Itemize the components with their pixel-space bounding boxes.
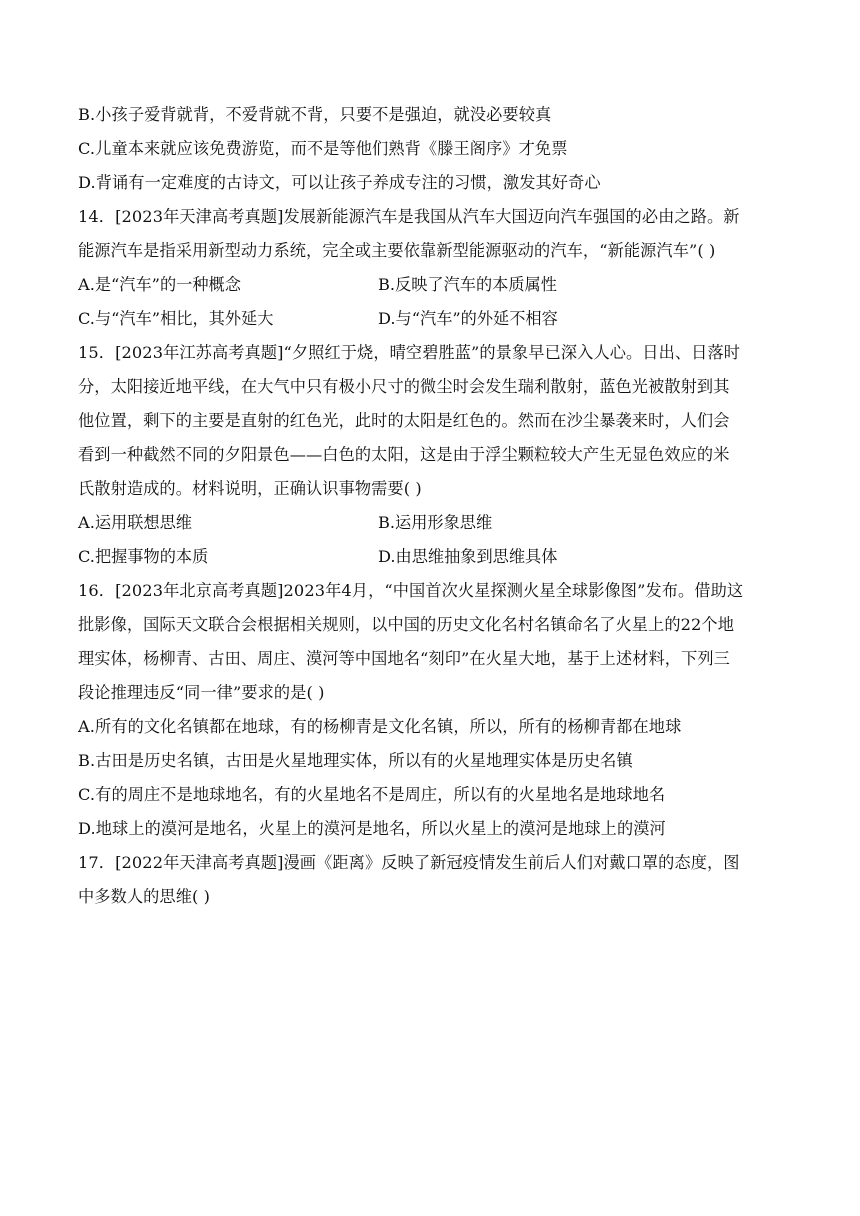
question-17: [78, 846, 784, 914]
q15-option-c: C.把握事物的本质: [78, 547, 209, 566]
q16-stem-line-1: 16．[2023年北京高考真题]2023年4月，“中国首次火星探测火星全球影像图”发布。借助这: [78, 581, 744, 600]
q15-stem-line-3: 他位置，剩下的主要是直射的红色光，此时的太阳是红色的。然而在沙尘暴袭来时，人们会: [78, 411, 730, 430]
q16-option-a: A.所有的文化名镇都在地球，有的杨柳青是文化名镇，所以，所有的杨柳青都在地球: [78, 717, 682, 736]
q16-stem-line-3: 理实体，杨柳青、古田、周庄、漠河等中国地名“刻印”在火星大地，基于上述材料，下列三: [78, 649, 730, 668]
q17-stem-line-1: 17．[2022年天津高考真题]漫画《距离》反映了新冠疫情发生前后人们对戴口罩的态度，图: [78, 853, 740, 872]
q15-option-d: D.由思维抽象到思维具体: [378, 547, 558, 566]
q16-option-d: D.地球上的漠河是地名，火星上的漠河是地名，所以火星上的漠河是地球上的漠河: [78, 819, 666, 838]
q15-option-a: A.运用联想思维: [78, 513, 192, 532]
q14-options-row-2: [78, 302, 784, 336]
q16-option-c: C.有的周庄不是地球地名，有的火星地名不是周庄，所以有的火星地名是地球地名: [78, 785, 666, 804]
q16-stem-line-2: 批影像，国际天文联合会根据相关规则，以中国的历史文化名村名镇命名了火星上的22个地: [78, 615, 735, 634]
q15-options-row-2: [78, 540, 784, 574]
q14-stem-line-1: 14．[2023年天津高考真题]发展新能源汽车是我国从汽车大国迈向汽车强国的必由之路。新: [78, 207, 740, 226]
question-16: [78, 574, 784, 846]
exam-page: [78, 98, 784, 914]
q15-stem-line-5: 氏散射造成的。材料说明，正确认识事物需要( ): [78, 479, 422, 498]
q15-stem-line-1: 15．[2023年江苏高考真题]“夕照红于烧，晴空碧胜蓝”的景象早已深入人心。日出、日落时: [78, 343, 741, 362]
q15-stem-line-2: 分，太阳接近地平线，在大气中只有极小尺寸的微尘时会发生瑞利散射，蓝色光被散射到其: [78, 377, 730, 396]
q15-stem-line-4: 看到一种截然不同的夕阳景色——白色的太阳，这是由于浮尘颗粒较大产生无显色效应的米: [78, 445, 730, 464]
q16-stem-line-4: 段论推理违反“同一律”要求的是( ): [78, 683, 325, 702]
q14-options-row-1: [78, 268, 784, 302]
q14-option-a: A.是“汽车”的一种概念: [78, 275, 241, 294]
q15-options-row-1: [78, 506, 784, 540]
q14-option-d: D.与“汽车”的外延不相容: [378, 309, 558, 328]
q13-option-c: C.儿童本来就应该免费游览，而不是等他们熟背《滕王阁序》才免票: [78, 139, 568, 158]
q14-option-b: B.反映了汽车的本质属性: [378, 275, 557, 294]
q13-option-d: D.背诵有一定难度的古诗文，可以让孩子养成专注的习惯，激发其好奇心: [78, 173, 601, 192]
question-14: [78, 200, 784, 336]
q15-option-b: B.运用形象思维: [378, 513, 493, 532]
q14-stem-line-2: 能源汽车是指采用新型动力系统，完全或主要依靠新型能源驱动的汽车，“新能源汽车”( ): [78, 241, 716, 260]
q14-option-c: C.与“汽车”相比，其外延大: [78, 309, 274, 328]
q17-stem-line-2: 中多数人的思维( ): [78, 887, 211, 906]
question-15: [78, 336, 784, 574]
q16-option-b: B.古田是历史名镇，古田是火星地理实体，所以有的火星地理实体是历史名镇: [78, 751, 633, 770]
q13-option-b: B.小孩子爱背就背，不爱背就不背，只要不是强迫，就没必要较真: [78, 105, 552, 124]
question-13-options: [78, 98, 784, 200]
